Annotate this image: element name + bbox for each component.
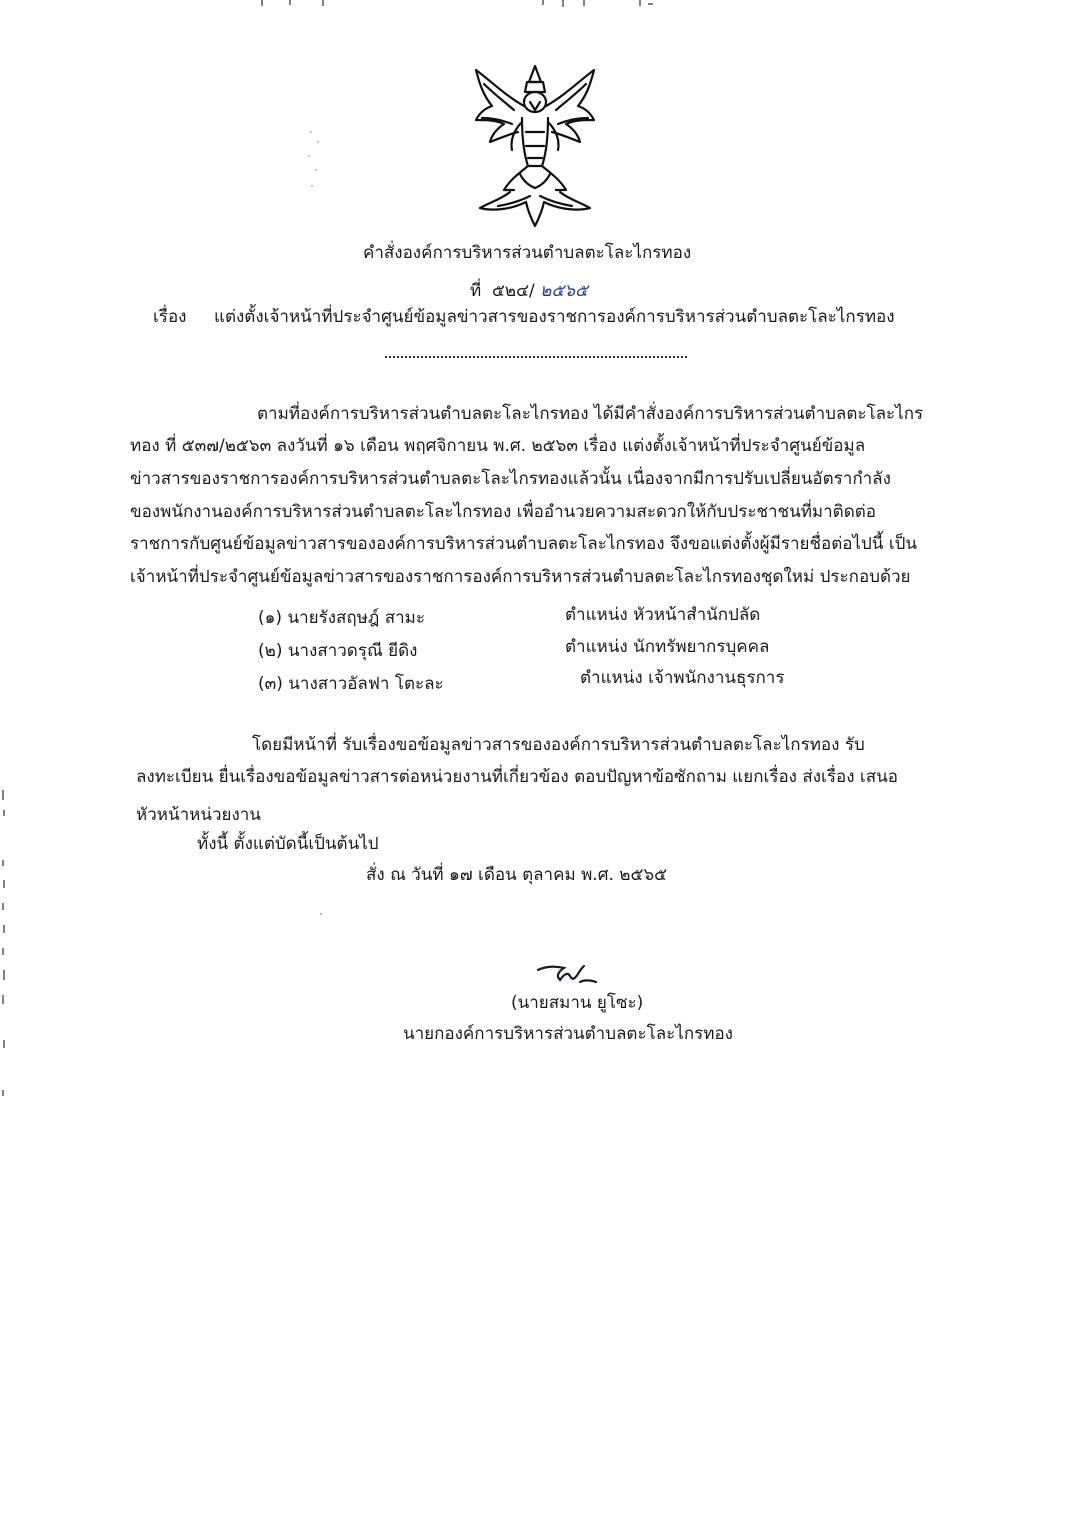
para1-line-4: ของพนักงานองค์การบริหารส่วนตำบลตะโละไกรทอง เพื่ออำนวยความสะดวกให้กับประชาชนที่มาติดต่อ [130, 502, 876, 522]
order-number-year: ๒๕๖๕ [540, 281, 588, 301]
appointee-name: (๓) นางสาวอัลฟา โตะละ [258, 674, 444, 694]
signatory-title: นายกองค์การบริหารส่วนตำบลตะโละไกรทอง [403, 1024, 733, 1044]
appointee-name: (๒) นางสาวดรุณี ยีดิง [258, 641, 418, 661]
signatory-name: (นายสมาน ยูโซะ) [511, 993, 644, 1013]
para1-line-3: ข่าวสารของราชการองค์การบริหารส่วนตำบลตะโละไกรทองแล้วนั้น เนื่องจากมีการปรับเปลี่ยนอัตรากำลัง [130, 469, 891, 489]
para2-line-2: ลงทะเบียน ยื่นเรื่องขอข้อมูลข่าวสารต่อหน่วยงานที่เกี่ยวข้อง ตอบปัญหาข้อซักถาม แยกเรื่อง ส่งเรื่อง เสนอ [136, 767, 898, 787]
effective-date: ทั้งนี้ ตั้งแต่บัดนี้เป็นต้นไป [197, 834, 379, 854]
order-number-prefix: ที่ [470, 281, 482, 301]
order-number [470, 280, 588, 302]
para1-line-6: เจ้าหน้าที่ประจำศูนย์ข้อมูลข่าวสารของราชการองค์การบริหารส่วนตำบลตะโละไกรทองชุดใหม่ ประกอบด้วย [130, 567, 911, 587]
garuda-emblem-icon [470, 62, 600, 230]
para1-line-5: ราชการกับศูนย์ข้อมูลข่าวสารขององค์การบริหารส่วนตำบลตะโละไกรทอง จึงขอแต่งตั้งผู้มีรายชื่อต่อไปนี้ เป็น [130, 534, 918, 554]
para2-line-1: โดยมีหน้าที่ รับเรื่องขอข้อมูลข่าวสารขององค์การบริหารส่วนตำบลตะโละไกรทอง รับ [252, 735, 865, 755]
order-number-separator: / [528, 281, 535, 301]
para2-line-3: หัวหน้าหน่วยงาน [136, 805, 261, 825]
subject-text: แต่งตั้งเจ้าหน้าที่ประจำศูนย์ข้อมูลข่าวสารของราชการองค์การบริหารส่วนตำบลตะโละไกรทอง [214, 307, 895, 327]
order-title: คำสั่งองค์การบริหารส่วนตำบลตะโละไกรทอง [363, 243, 692, 263]
subject-label: เรื่อง [153, 307, 187, 327]
order-number-value: ๕๒๔ [492, 281, 529, 301]
appointee-position: ตำแหน่ง นักทรัพยากรบุคคล [565, 637, 770, 657]
appointee-name: (๑) นายรังสฤษฎ์ สามะ [258, 608, 425, 628]
para1-line-2: ทอง ที่ ๕๓๗/๒๕๖๓ ลงวันที่ ๑๖ เดือน พฤศจิกายน พ.ศ. ๒๕๖๓ เรื่อง แต่งตั้งเจ้าหน้าที่ประจำศูนย์ข้อมูล [130, 436, 866, 456]
appointee-position: ตำแหน่ง หัวหน้าสำนักปลัด [565, 605, 761, 625]
divider [385, 356, 687, 358]
para1-line-1: ตามที่องค์การบริหารส่วนตำบลตะโละไกรทอง ได้มีคำสั่งองค์การบริหารส่วนตำบลตะโละไกร [257, 404, 924, 424]
handwritten-signature [534, 960, 598, 990]
appointee-position: ตำแหน่ง เจ้าพนักงานธุรการ [580, 668, 785, 688]
issued-date: สั่ง ณ วันที่ ๑๗ เดือน ตุลาคม พ.ศ. ๒๕๖๕ [366, 865, 668, 885]
